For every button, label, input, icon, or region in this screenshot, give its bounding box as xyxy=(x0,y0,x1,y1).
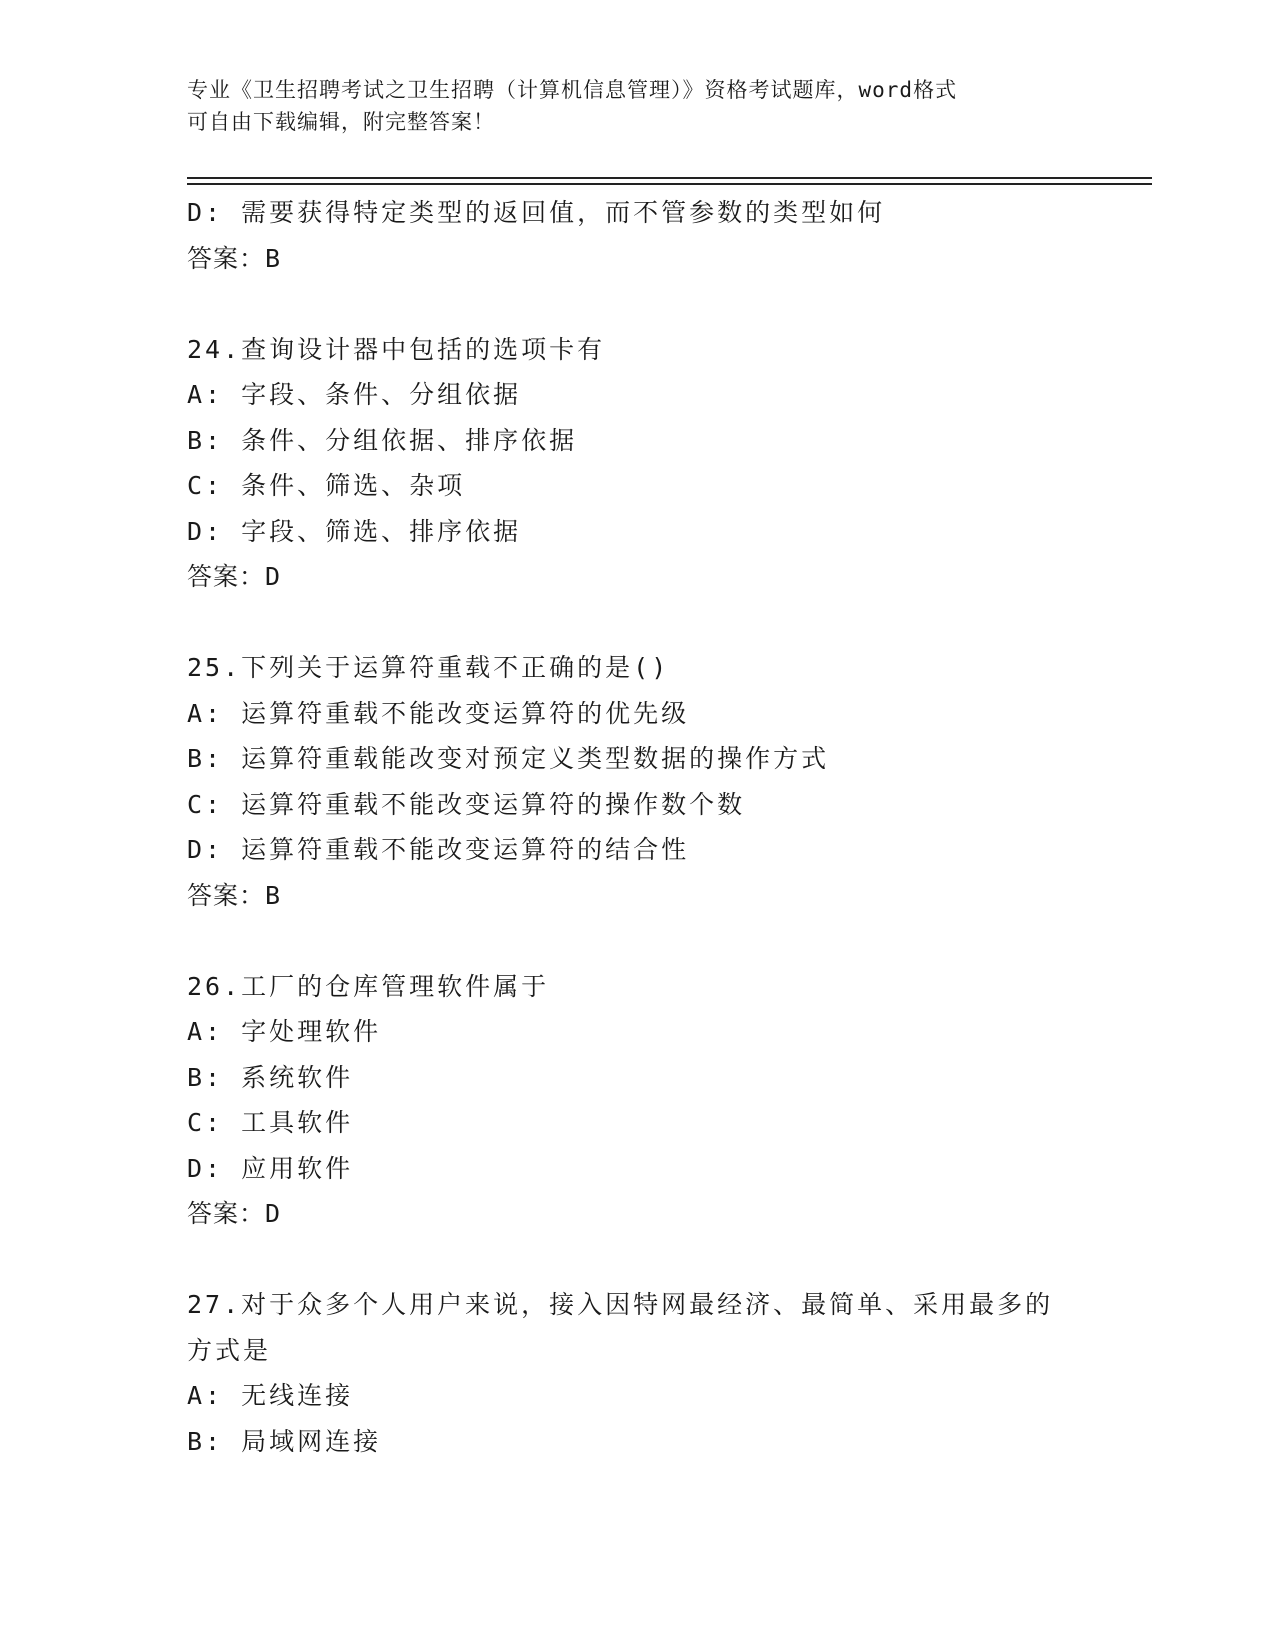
document-header xyxy=(187,74,1067,138)
prev-answer: 答案：B xyxy=(187,243,282,273)
question-25-option-b: B: 运算符重载能改变对预定义类型数据的操作方式 xyxy=(187,744,830,773)
question-24-title: 24.查询设计器中包括的选项卡有 xyxy=(187,334,606,364)
question-26-option-a: A: 字处理软件 xyxy=(187,1017,382,1046)
question-24-option-d: D: 字段、筛选、排序依据 xyxy=(187,516,522,546)
prev-option-d: D: 需要获得特定类型的返回值，而不管参数的类型如何 xyxy=(187,198,886,227)
question-27-title-line-2: 方式是 xyxy=(187,1335,272,1365)
question-27-option-a: A: 无线连接 xyxy=(187,1381,354,1410)
question-26-option-b: B: 系统软件 xyxy=(187,1062,354,1092)
header-divider-bottom xyxy=(187,183,1152,185)
question-24-answer: 答案：D xyxy=(187,562,282,591)
question-26-title: 26.工厂的仓库管理软件属于 xyxy=(187,971,550,1001)
question-27-option-b: B: 局域网连接 xyxy=(187,1426,382,1456)
question-25-answer: 答案：B xyxy=(187,880,282,910)
question-24-option-b: B: 条件、分组依据、排序依据 xyxy=(187,425,578,455)
question-25-option-c: C: 运算符重载不能改变运算符的操作数个数 xyxy=(187,789,746,819)
question-26-option-d: D: 应用软件 xyxy=(187,1153,354,1183)
question-25-option-d: D: 运算符重载不能改变运算符的结合性 xyxy=(187,835,690,864)
header-line-2: 可自由下载编辑，附完整答案！ xyxy=(187,110,495,134)
question-24-option-c: C: 条件、筛选、杂项 xyxy=(187,471,466,500)
question-25-option-a: A: 运算符重载不能改变运算符的优先级 xyxy=(187,698,690,728)
question-24-option-a: A: 字段、条件、分组依据 xyxy=(187,380,522,409)
header-line-1: 专业《卫生招聘考试之卫生招聘（计算机信息管理）》资格考试题库，word格式 xyxy=(187,78,958,102)
question-26-option-c: C: 工具软件 xyxy=(187,1108,354,1137)
header-divider-top xyxy=(187,177,1152,179)
question-26-answer: 答案：D xyxy=(187,1199,282,1228)
question-list xyxy=(187,190,1137,1464)
question-27-title-line-1: 27.对于众多个人用户来说，接入因特网最经济、最简单、采用最多的 xyxy=(187,1290,1054,1319)
question-25-title: 25.下列关于运算符重载不正确的是() xyxy=(187,653,670,682)
